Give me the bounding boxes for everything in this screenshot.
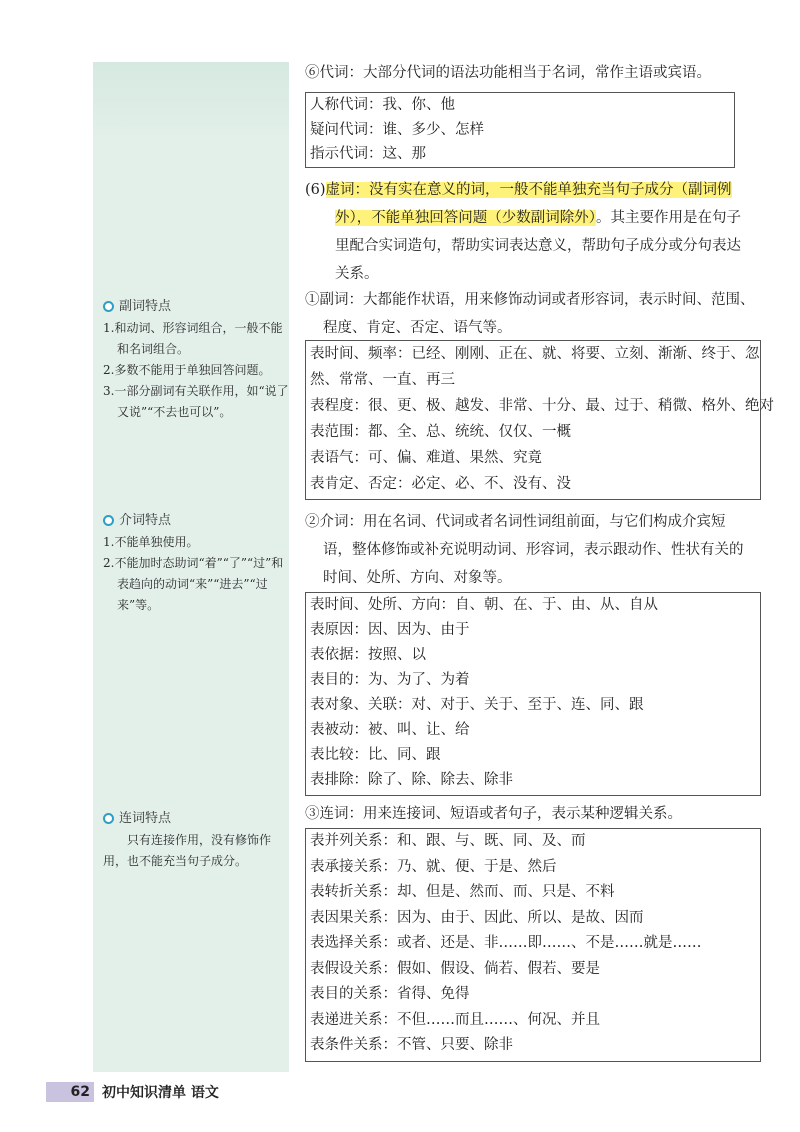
preposition-row: 表原因：因、因为、由于	[310, 622, 470, 638]
conjunction-section	[305, 800, 775, 828]
function-words-section	[305, 176, 775, 288]
preposition-row: 表目的：为、为了、为着	[310, 672, 470, 688]
adverb-line-2: 程度、肯定、否定、语气等。	[323, 320, 512, 336]
bullet-circle-icon	[103, 515, 114, 526]
conjunction-note-title: 连词特点	[119, 811, 172, 826]
section-number: (6)	[305, 182, 326, 198]
adverb-feature-note	[103, 296, 289, 423]
adverb-section	[305, 286, 775, 342]
function-words-line-4: 关系。	[335, 266, 379, 282]
adverb-line-1: ①副词：大都能作状语，用来修饰动词或者形容词，表示时间、范围、	[305, 292, 755, 308]
preposition-row: 表被动：被、叫、让、给	[310, 722, 470, 738]
preposition-line-2: 语，整体修饰或补充说明动词、形容词，表示跟动作、性状有关的	[323, 542, 744, 558]
pronoun-heading: ⑥代词：大部分代词的语法功能相当于名词，常作主语或宾语。	[305, 65, 711, 81]
preposition-section	[305, 508, 775, 592]
bullet-circle-icon	[103, 813, 114, 824]
conjunction-row: 表因果关系：因为、由于、因此、所以、是故、因而	[310, 909, 644, 926]
preposition-row: 表排除：除了、除、除去、除非	[310, 772, 513, 788]
preposition-note-item: 2.不能加时态助词“着”“了”“过”和表趋向的动词“来”“进去”“过来”等。	[103, 556, 284, 612]
preposition-row: 表对象、关联：对、对于、关于、至于、连、同、跟	[310, 697, 644, 713]
conjunction-row: 表选择关系：或者、还是、非……即……、不是……就是……	[310, 935, 702, 951]
function-words-line-2	[305, 204, 775, 232]
conjunction-table	[305, 828, 761, 1062]
preposition-table	[305, 592, 761, 796]
function-words-text: 。其主要作用是在句子	[596, 210, 741, 226]
adverb-note-item: 1.和动词、形容词组合，一般不能和名词组合。	[103, 321, 283, 356]
adverb-row: 表语气：可、偏、难道、果然、究竟	[310, 450, 542, 466]
conjunction-row: 表条件关系：不管、只要、除非	[310, 1037, 513, 1053]
preposition-row: 表依据：按照、以	[310, 647, 426, 663]
sidebar-fold-shade	[93, 62, 289, 142]
page-number-badge	[46, 1082, 94, 1102]
conjunction-line-1: ③连词：用来连接词、短语或者句子，表示某种逻辑关系。	[305, 806, 682, 822]
bullet-circle-icon	[103, 301, 114, 312]
pronoun-section	[305, 60, 775, 86]
adverb-note-item: 2.多数不能用于单独回答问题。	[103, 363, 271, 377]
adverb-note-item: 3.一部分副词有关联作用，如“说了又说”“不去也可以”。	[103, 384, 289, 419]
preposition-note-item: 1.不能单独使用。	[103, 535, 199, 549]
conjunction-row: 表转折关系：却、但是、然而、而、只是、不料	[310, 884, 615, 900]
preposition-row: 表时间、处所、方向：自、朝、在、于、由、从、自从	[310, 597, 658, 613]
pronoun-row: 指示代词：这、那	[310, 146, 426, 162]
conjunction-row: 表假设关系：假如、假设、倘若、假若、要是	[310, 960, 600, 977]
preposition-line-1: ②介词：用在名词、代词或者名词性词组前面，与它们构成介宾短	[305, 514, 726, 530]
adverb-row: 然、常常、一直、再三	[310, 372, 455, 388]
book-title: 初中知识清单 语文	[102, 1085, 219, 1101]
highlighted-definition: 虚词：没有实在意义的词，一般不能单独充当句子成分（副词例	[325, 182, 732, 198]
adverb-row: 表范围：都、全、总、统统、仅仅、一概	[310, 424, 571, 440]
adverb-row: 表时间、频率：已经、刚刚、正在、就、将要、立刻、渐渐、终于、忽	[310, 346, 760, 362]
function-words-line-1	[305, 176, 775, 204]
preposition-row: 表比较：比、同、跟	[310, 747, 441, 763]
pronoun-row: 人称代词：我、你、他	[310, 97, 455, 113]
pronoun-row: 疑问代词：谁、多少、怎样	[310, 121, 484, 138]
preposition-note-heading	[103, 510, 289, 531]
page-number: 62	[70, 1084, 90, 1100]
function-words-line-3: 里配合实词造句，帮助实词表达意义，帮助句子成分或分句表达	[335, 238, 741, 254]
adverb-note-title: 副词特点	[119, 299, 172, 314]
conjunction-row: 表递进关系：不但……而且……、何况、并且	[310, 1011, 600, 1028]
highlighted-definition: 外），不能单独回答问题（少数副词除外）	[335, 210, 596, 226]
adverb-row: 表程度：很、更、极、越发、非常、十分、最、过于、稍微、格外、绝对	[310, 398, 774, 414]
conjunction-row: 表并列关系：和、跟、与、既、同、及、而	[310, 833, 586, 849]
pronoun-table	[305, 92, 735, 168]
adverb-row: 表肯定、否定：必定、必、不、没有、没	[310, 476, 571, 492]
preposition-feature-note	[103, 510, 289, 616]
conjunction-note-text: 只有连接作用，没有修饰作用，也不能充当句子成分。	[103, 833, 272, 868]
adverb-table	[305, 340, 774, 500]
conjunction-feature-note	[103, 808, 289, 872]
preposition-line-3: 时间、处所、方向、对象等。	[323, 570, 512, 586]
conjunction-note-heading	[103, 808, 289, 829]
preposition-note-title: 介词特点	[119, 513, 172, 528]
conjunction-row: 表承接关系：乃、就、便、于是、然后	[310, 858, 557, 875]
page-footer	[46, 1082, 219, 1102]
conjunction-row: 表目的关系：省得、免得	[310, 986, 470, 1002]
adverb-note-heading	[103, 296, 289, 317]
